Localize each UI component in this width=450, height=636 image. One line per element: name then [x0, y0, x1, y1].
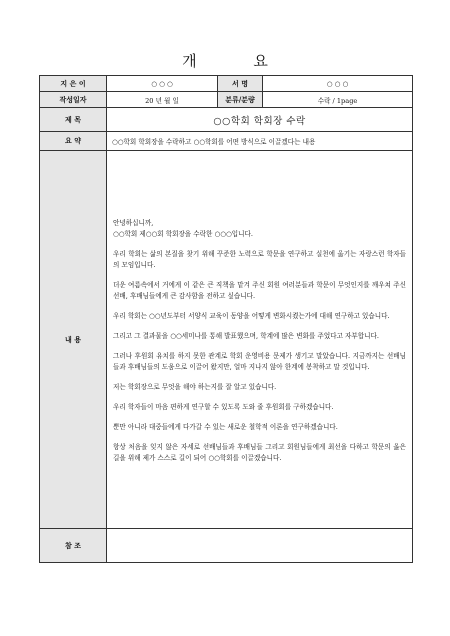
- subject-value: ○○학회 학회장 수락: [107, 108, 413, 132]
- content-paragraph-9: 뿐만 아니라 대중들에게 다가갈 수 있는 새로운 철학적 이론을 연구하겠습니다.: [113, 422, 338, 431]
- content-label: 내 용: [40, 151, 107, 529]
- date-value: 20 년 월 일: [107, 92, 218, 108]
- date-row: [40, 92, 413, 108]
- summary-label: 요 약: [40, 132, 107, 151]
- reference-value: [107, 529, 413, 563]
- reference-label: 참 조: [40, 529, 107, 563]
- author-value: ○ ○ ○: [107, 76, 218, 92]
- summary-row: [40, 132, 413, 151]
- content-paragraph-2: 우리 학회는 삶의 본질을 찾기 위해 꾸준한 노력으로 학문을 연구하고 실천에 옮기는 자랑스런 학자들의 모임입니다.: [113, 249, 407, 269]
- category-label: 분류/분량: [218, 92, 263, 108]
- content-paragraph-3: 더운 여름속에서 거에게 이 같은 큰 직책을 맡겨 주신 회원 여러분들과 학문이 무엇인지를 깨우쳐 주신 선배, 후배님들에게 큰 감사함을 전하고 싶습니다.: [113, 280, 407, 300]
- category-value: 수락 / 1page: [263, 92, 413, 108]
- summary-value: ○○학회 학회장을 수락하고 ○○학회를 어떤 방식으로 이끌겠다는 내용: [107, 132, 413, 151]
- date-label: 작성일자: [40, 92, 107, 108]
- content-paragraph-4: 우리 학회는 ○○년도부터 서양식 교육이 동양을 어떻게 변화시켰는가에 대해 연구하고 있습니다.: [113, 311, 390, 320]
- content-paragraph-5: 그리고 그 결과물을 ○○세미나를 통해 발표했으며, 학계에 많은 변화를 주었다고 자부합니다.: [113, 331, 379, 340]
- content-body: [107, 151, 413, 529]
- content-paragraph-10: 항상 처음을 잊지 않은 자세로 선배님들과 후배님들 그리고 회원님들에게 최선을 다하고 학문의 옳은 길을 위해 제가 스스로 길이 되어 ○○학회를 이끌겠습니다.: [113, 442, 407, 462]
- author-row: [40, 76, 413, 92]
- content-row: [40, 151, 413, 529]
- subject-label: 제 목: [40, 108, 107, 132]
- signature-value: ○ ○ ○: [263, 76, 413, 92]
- subject-row: [40, 108, 413, 132]
- content-paragraph-6: 그러나 후원회 유치를 하지 못한 관계로 학회 운영비용 문제가 생기고 말았습니다. 지금까지는 선배님들과 후배님들의 도움으로 이끌어 왔지만, 얼마 지나지 않아 한계에 봉착하고 말 것입니다.: [113, 351, 407, 371]
- signature-label: 서 명: [218, 76, 263, 92]
- reference-row: [40, 529, 413, 563]
- content-paragraph-1: 안녕하십니까, ○○학회 제○○회 학회장을 수락한 ○○○입니다.: [113, 218, 253, 238]
- content-paragraph-8: 우리 학자들이 마음 편하게 연구할 수 있도록 도와 줄 후원회를 구하겠습니다.: [113, 402, 334, 411]
- author-label: 지 은 이: [40, 76, 107, 92]
- summary-form-table: [39, 75, 413, 563]
- document-title: 개 요: [182, 52, 294, 70]
- content-paragraph-7: 저는 학회장으로 무엇을 해야 하는지를 잘 알고 있습니다.: [113, 382, 277, 391]
